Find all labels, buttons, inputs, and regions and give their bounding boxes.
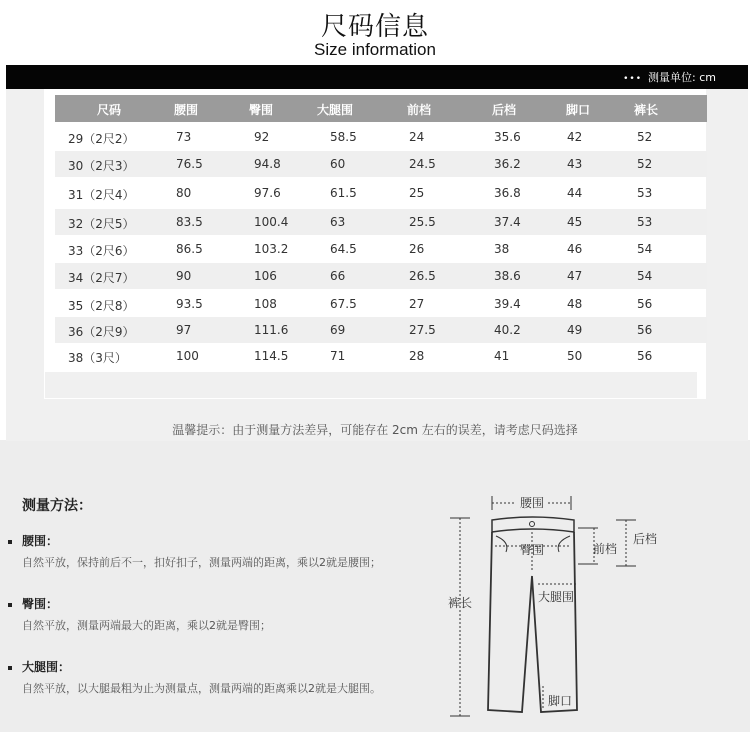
page-title: 尺码信息 bbox=[320, 12, 429, 42]
table-row bbox=[55, 263, 707, 289]
table-cell: 44 bbox=[567, 186, 583, 200]
table-cell: 33（2尺6） bbox=[68, 244, 135, 258]
table-cell: 47 bbox=[567, 269, 583, 283]
table-cell: 92 bbox=[254, 130, 270, 144]
table-cell: 35.6 bbox=[494, 130, 521, 144]
method-item-title: 大腿围： bbox=[22, 660, 71, 674]
diagram-label-hem: 脚口 bbox=[548, 694, 573, 708]
table-row bbox=[55, 124, 707, 150]
table-cell: 111.6 bbox=[254, 323, 289, 337]
table-cell: 50 bbox=[567, 349, 583, 363]
table-cell: 36.2 bbox=[494, 157, 521, 171]
table-cell: 64.5 bbox=[330, 242, 357, 256]
method-item-desc: 自然平放，测量两端最大的距离，乘以2就是臀围； bbox=[22, 619, 271, 632]
table-cell: 53 bbox=[637, 186, 653, 200]
table-cell: 43 bbox=[567, 157, 583, 171]
table-cell: 56 bbox=[637, 323, 653, 337]
table-cell: 46 bbox=[567, 242, 583, 256]
column-header: 裤长 bbox=[634, 103, 659, 117]
table-cell: 114.5 bbox=[254, 349, 289, 363]
table-footer-band bbox=[45, 372, 697, 398]
table-cell: 38 bbox=[494, 242, 510, 256]
method-item-title: 腰围： bbox=[22, 534, 59, 548]
table-cell: 86.5 bbox=[176, 242, 203, 256]
table-cell: 94.8 bbox=[254, 157, 281, 171]
pants-icon bbox=[440, 486, 690, 726]
table-cell: 26.5 bbox=[409, 269, 436, 283]
table-cell: 29（2尺2） bbox=[68, 132, 135, 146]
table-cell: 24.5 bbox=[409, 157, 436, 171]
table-cell: 90 bbox=[176, 269, 192, 283]
table-cell: 56 bbox=[637, 349, 653, 363]
table-cell: 53 bbox=[637, 215, 653, 229]
diagram-label-thigh: 大腿围 bbox=[538, 590, 575, 604]
bullet-icon bbox=[8, 603, 12, 607]
table-cell: 58.5 bbox=[330, 130, 357, 144]
table-row bbox=[55, 209, 707, 235]
table-cell: 42 bbox=[567, 130, 583, 144]
diagram-label-length: 裤长 bbox=[448, 596, 473, 610]
table-cell: 67.5 bbox=[330, 297, 357, 311]
table-cell: 32（2尺5） bbox=[68, 217, 135, 231]
table-cell: 108 bbox=[254, 297, 277, 311]
table-cell: 71 bbox=[330, 349, 346, 363]
table-cell: 38.6 bbox=[494, 269, 521, 283]
column-header: 后档 bbox=[492, 103, 517, 117]
table-row bbox=[55, 291, 707, 317]
bullet-icon bbox=[8, 666, 12, 670]
table-cell: 56 bbox=[637, 297, 653, 311]
pants-diagram bbox=[440, 486, 690, 726]
table-row bbox=[55, 236, 707, 262]
table-cell: 52 bbox=[637, 157, 653, 171]
method-item-desc: 自然平放，保持前后不一，扣好扣子，测量两端的距离，乘以2就是腰围； bbox=[22, 556, 381, 569]
table-cell: 34（2尺7） bbox=[68, 271, 135, 285]
diagram-label-back-rise: 后档 bbox=[633, 532, 658, 546]
table-cell: 31（2尺4） bbox=[68, 188, 135, 202]
table-cell: 39.4 bbox=[494, 297, 521, 311]
table-cell: 40.2 bbox=[494, 323, 521, 337]
table-cell: 30（2尺3） bbox=[68, 159, 135, 173]
column-header: 脚口 bbox=[566, 103, 591, 117]
table-row bbox=[55, 180, 707, 206]
table-cell: 103.2 bbox=[254, 242, 289, 256]
table-cell: 26 bbox=[409, 242, 425, 256]
table-cell: 106 bbox=[254, 269, 277, 283]
page-subtitle: Size information bbox=[314, 40, 436, 59]
table-cell: 76.5 bbox=[176, 157, 203, 171]
table-cell: 97 bbox=[176, 323, 192, 337]
table-cell: 24 bbox=[409, 130, 425, 144]
table-cell: 54 bbox=[637, 269, 653, 283]
table-cell: 100.4 bbox=[254, 215, 289, 229]
table-cell: 60 bbox=[330, 157, 346, 171]
table-cell: 100 bbox=[176, 349, 199, 363]
table-cell: 41 bbox=[494, 349, 510, 363]
table-cell: 28 bbox=[409, 349, 425, 363]
table-cell: 66 bbox=[330, 269, 346, 283]
table-cell: 27 bbox=[409, 297, 425, 311]
unit-text: 测量单位: cm bbox=[648, 71, 716, 84]
table-cell: 69 bbox=[330, 323, 346, 337]
table-cell: 52 bbox=[637, 130, 653, 144]
table-row bbox=[55, 151, 707, 177]
table-cell: 36（2尺9） bbox=[68, 325, 135, 339]
table-cell: 36.8 bbox=[494, 186, 521, 200]
table-row bbox=[55, 343, 707, 369]
table-cell: 63 bbox=[330, 215, 346, 229]
tip-note: 温馨提示：由于测量方法差异，可能存在 2cm 左右的误差，请考虑尺码选择 bbox=[172, 423, 578, 437]
column-header: 大腿围 bbox=[317, 103, 354, 117]
method-item-title: 臀围： bbox=[22, 597, 59, 611]
table-cell: 25 bbox=[409, 186, 425, 200]
table-cell: 83.5 bbox=[176, 215, 203, 229]
table-cell: 35（2尺8） bbox=[68, 299, 135, 313]
table-cell: 61.5 bbox=[330, 186, 357, 200]
column-header: 前档 bbox=[407, 103, 432, 117]
table-cell: 93.5 bbox=[176, 297, 203, 311]
table-cell: 54 bbox=[637, 242, 653, 256]
unit-label bbox=[623, 69, 716, 85]
table-cell: 49 bbox=[567, 323, 583, 337]
table-cell: 27.5 bbox=[409, 323, 436, 337]
dots-icon: ••• bbox=[623, 74, 643, 84]
diagram-label-hip: 臀围 bbox=[520, 543, 545, 557]
column-header: 尺码 bbox=[97, 103, 122, 117]
table-cell: 37.4 bbox=[494, 215, 521, 229]
method-item-desc: 自然平放，以大腿最粗为止为测量点，测量两端的距离乘以2就是大腿围。 bbox=[22, 682, 381, 695]
diagram-label-front-rise: 前档 bbox=[593, 542, 618, 556]
table-cell: 97.6 bbox=[254, 186, 281, 200]
column-header: 腰围 bbox=[174, 103, 199, 117]
table-cell: 38（3尺） bbox=[68, 351, 127, 365]
table-row bbox=[55, 317, 707, 343]
table-cell: 45 bbox=[567, 215, 583, 229]
table-cell: 25.5 bbox=[409, 215, 436, 229]
column-header: 臀围 bbox=[249, 103, 274, 117]
table-cell: 48 bbox=[567, 297, 583, 311]
diagram-label-waist: 腰围 bbox=[520, 496, 545, 510]
table-header bbox=[55, 95, 707, 122]
method-title: 测量方法： bbox=[22, 498, 92, 514]
bullet-icon bbox=[8, 540, 12, 544]
table-cell: 73 bbox=[176, 130, 192, 144]
table-cell: 80 bbox=[176, 186, 192, 200]
